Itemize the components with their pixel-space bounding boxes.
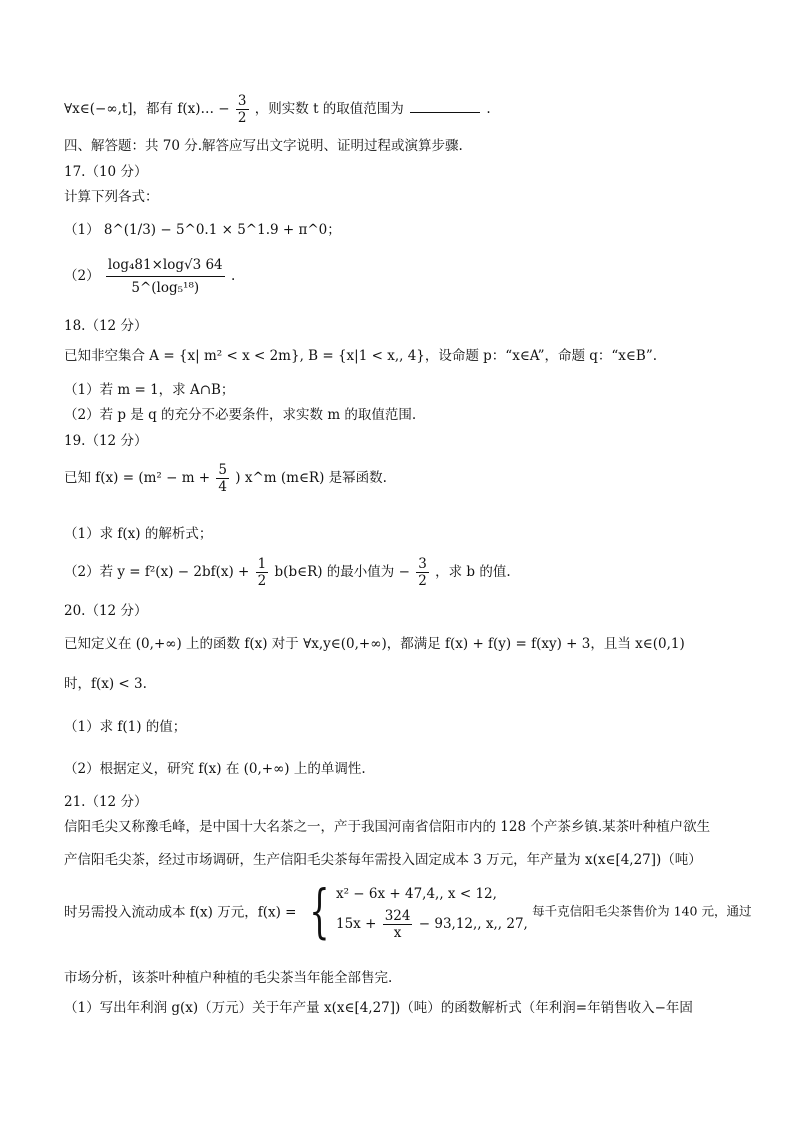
statement-tail: ，则实数 t 的取值范围为 [254,101,404,117]
part-text: 时另需投入流动成本 f(x) 万元，f(x) = [64,904,297,921]
q20-part2: （2）根据定义，研究 f(x) 在 (0,+∞) 上的单调性. [64,761,366,777]
part-text: b(b∈R) 的最小值为 − [274,564,410,580]
q19-part1: （1）求 f(x) 的解析式； [64,526,213,542]
q18-part2: （2）若 p 是 q 的充分不必要条件，求实数 m 的取值范围. [64,407,417,423]
q17-intro: 计算下列各式： [64,189,159,205]
q21-part1: （1）写出年利润 g(x)（万元）关于年产量 x(x∈[4,27])（吨）的函数解析式（年利润=年销售收入−年固 [64,1000,693,1016]
denominator: 5^(log₅¹⁸) [131,280,200,296]
q21-heading: 21.（12 分） [64,794,148,810]
fraction [236,93,249,126]
q20-heading: 20.（12 分） [64,603,148,619]
numerator: 1 [257,556,267,572]
q19-heading: 19.（12 分） [64,433,148,449]
stem-text: ) x^m (m∈R) 是幂函数. [235,470,387,486]
q21-para2: 产信阳毛尖茶，经过市场调研，生产信阳毛尖茶每年需投入固定成本 3 万元，年产量为 x(x∈[4,27])（吨） [64,852,702,868]
fraction [383,908,413,941]
q20-stem-cont: 时，f(x) < 3. [64,676,147,692]
q20-stem: 已知定义在 (0,+∞) 上的函数 f(x) 对于 ∀x,y∈(0,+∞)，都满足 f(x) + f(y) = f(xy) + 3，且当 x∈(0,1) [64,636,685,652]
expression: 8^(1/3) − 5^0.1 × 5^1.9 + π^0； [103,222,341,238]
case-text: 15x + [335,916,377,932]
denominator: x [393,925,402,941]
part-text: ，求 b 的值. [435,564,511,580]
denominator: 2 [237,110,247,126]
part-label: （1） [64,222,100,238]
numerator: log₄81×log√3 64 [106,254,225,277]
denominator: 2 [418,573,427,589]
q17-part1 [64,218,341,238]
answer-blank[interactable] [410,100,480,113]
left-brace: { [309,876,330,945]
fraction [216,462,229,495]
fraction [256,556,269,589]
numerator: 3 [418,556,427,572]
stem-text: 已知 f(x) = (m² − m + [64,470,211,486]
denominator: 2 [257,573,267,589]
fraction [416,556,429,589]
numerator: 3 [237,93,247,109]
part-label: （2） [64,268,100,284]
part-text: （2）若 y = f²(x) − 2bf(x) + [64,564,250,580]
part-text: 每千克信阳毛尖茶售价为 140 元，通过 [532,903,752,919]
fraction [106,254,225,299]
case-row: x² − 6x + 47,4,, x < 12, [335,886,497,902]
section-heading: 四、解答题：共 70 分.解答应写出文字说明、证明过程或演算步骤. [64,138,463,154]
case-text: − 93,12,, x,, 27, [418,916,528,932]
q19-part2 [64,556,511,589]
q18-part1: （1）若 m = 1，求 A∩B； [64,382,235,398]
q18-heading: 18.（12 分） [64,318,148,334]
q18-stem: 已知非空集合 A = {x| m² < x < 2m}, B = {x|1 < x,, 4}，设命题 p：“x∈A”，命题 q：“x∈B”. [64,348,658,364]
piecewise-cases [336,880,528,941]
q17-part2 [64,254,235,299]
q21-para1: 信阳毛尖又称豫毛峰，是中国十大名茶之一，产于我国河南省信阳市内的 128 个产茶乡镇.某茶叶种植户欲生 [64,819,711,835]
statement-text: ∀x∈(−∞,t]，都有 f(x)… − [64,101,230,117]
period: . [486,101,491,117]
q19-stem [64,462,387,495]
q21-para3 [64,876,752,945]
fill-in-question-tail [64,93,491,126]
q20-part1: （1）求 f(1) 的值； [64,719,187,735]
period: . [230,268,236,284]
case-row [336,908,528,941]
q17-heading: 17.（10 分） [64,164,148,180]
denominator: 4 [218,479,227,495]
numerator: 5 [218,462,227,478]
q21-para4: 市场分析，该茶叶种植户种植的毛尖茶当年能全部售完. [64,970,393,986]
numerator: 324 [384,908,411,924]
